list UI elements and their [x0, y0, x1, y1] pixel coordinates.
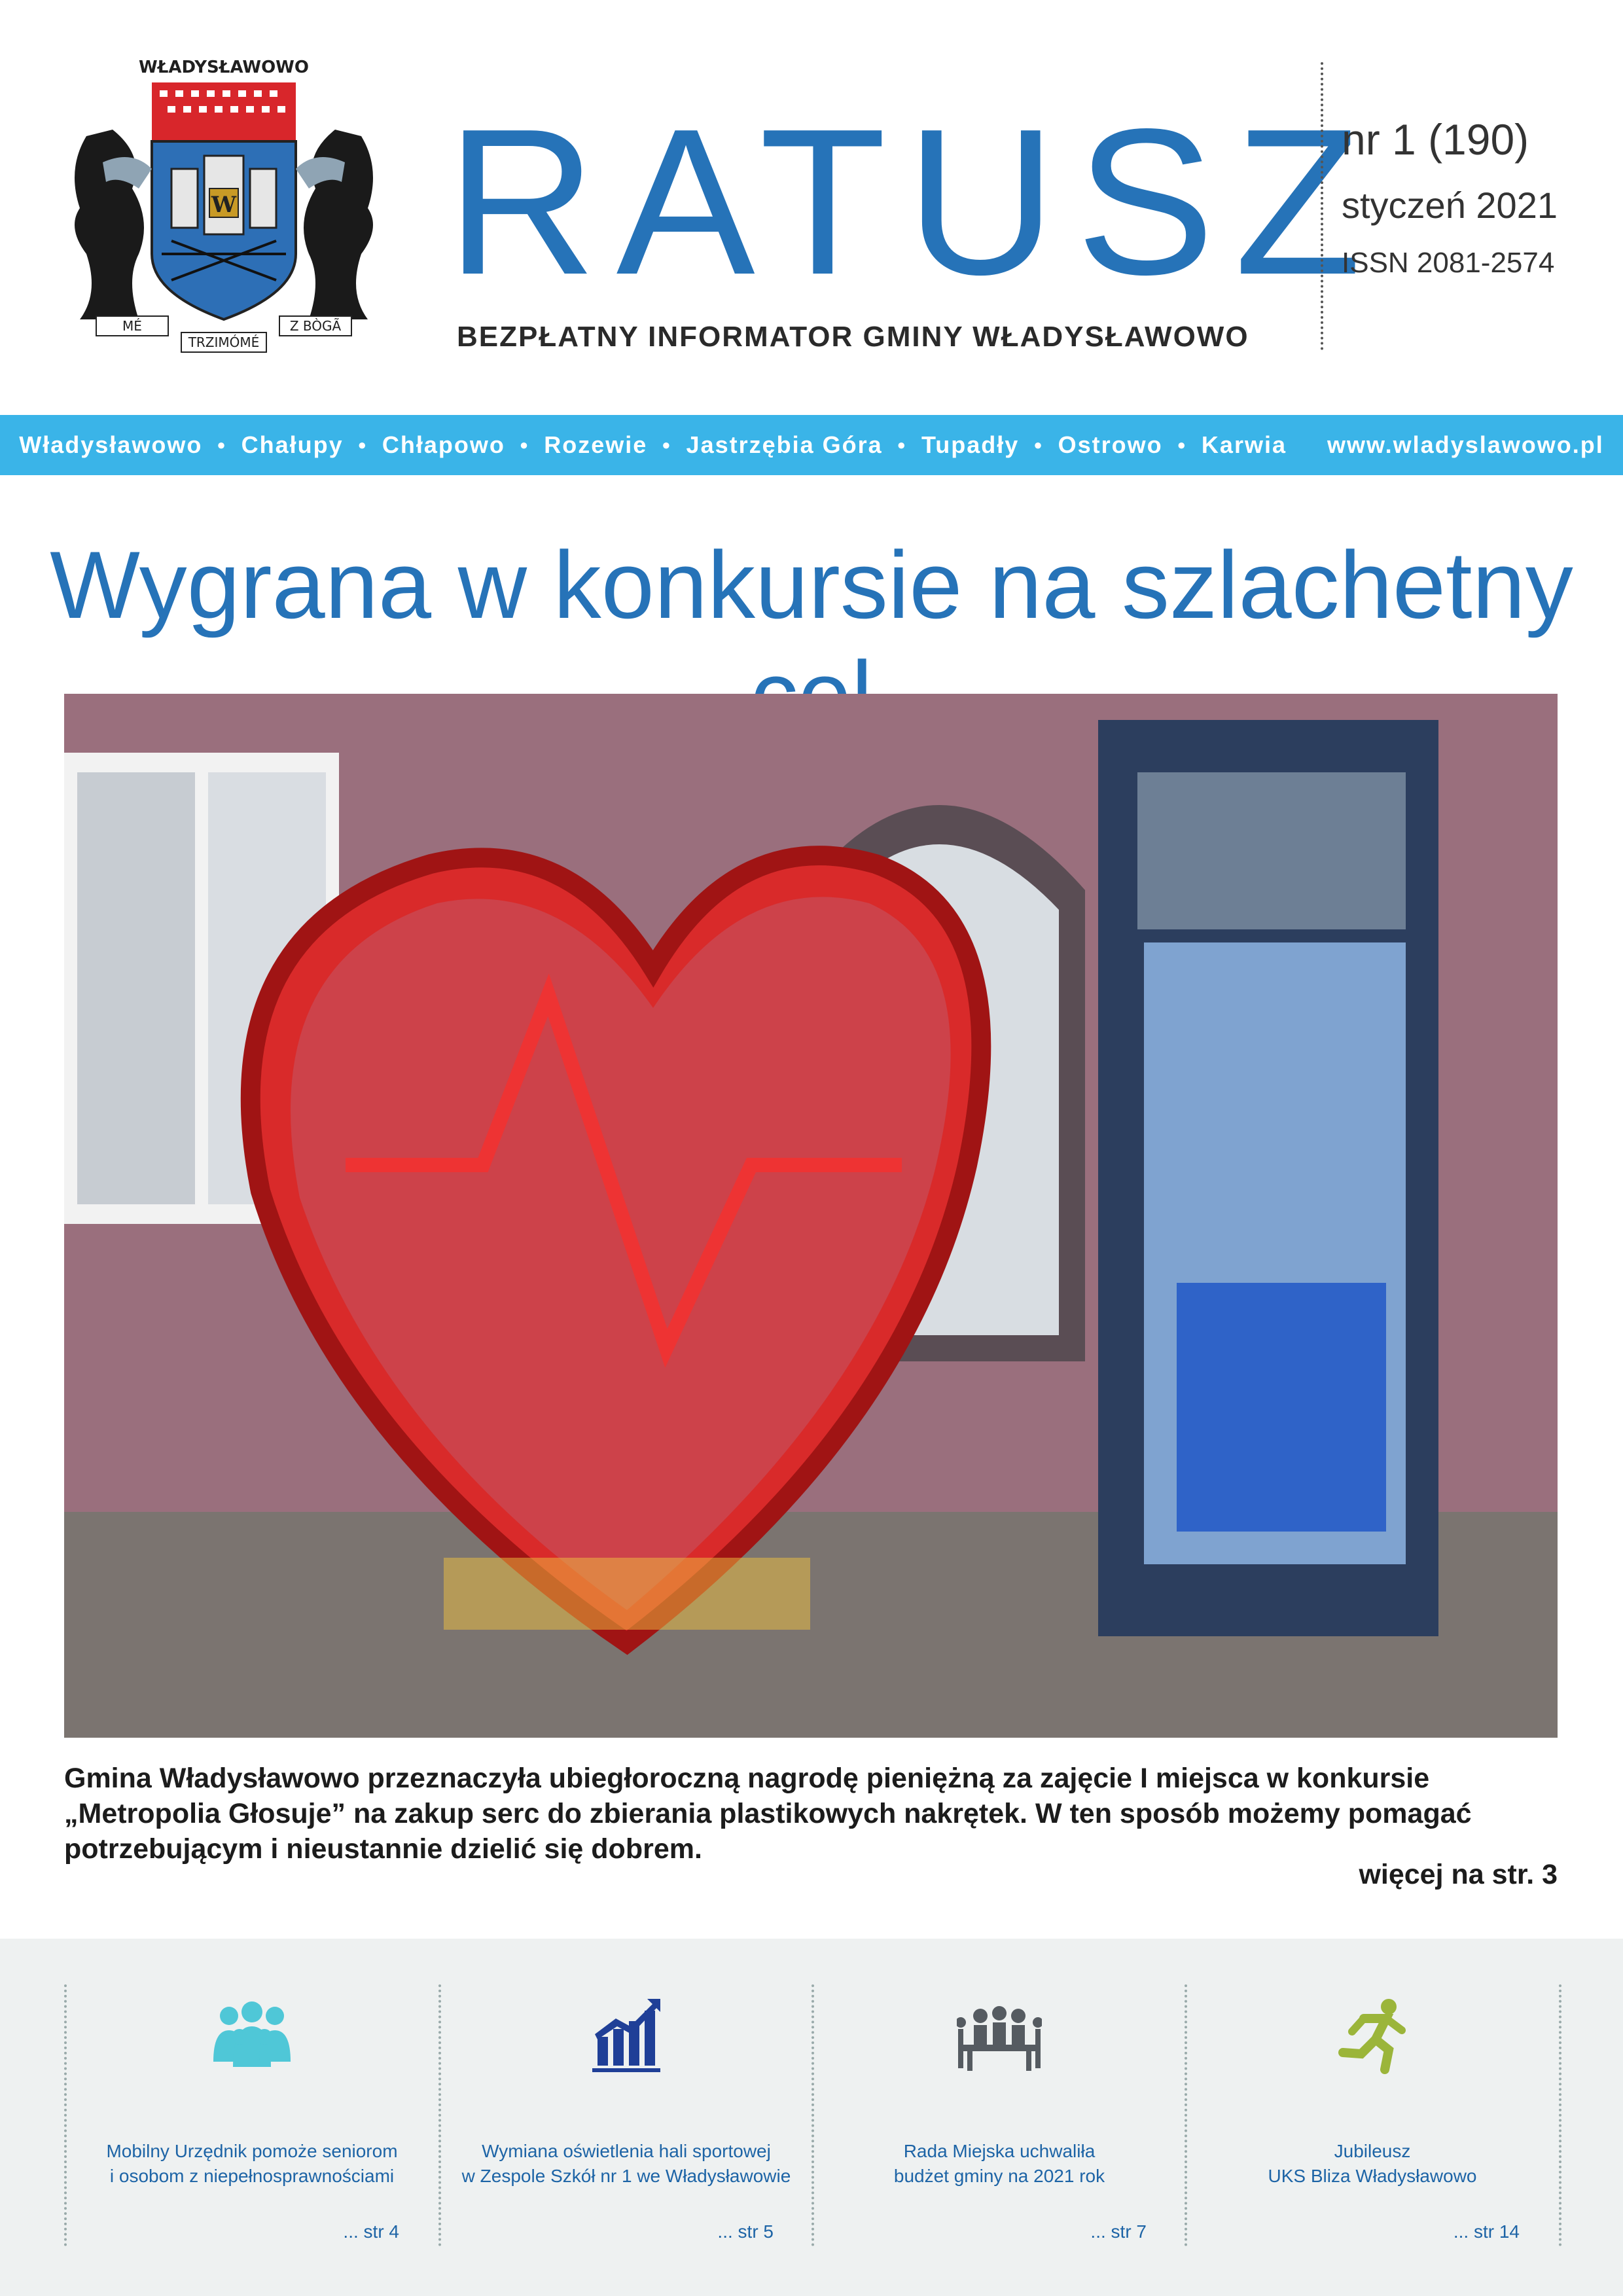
teaser-divider: [1559, 1984, 1561, 2246]
bullet-icon: ●: [217, 437, 227, 453]
locality-item: Tupadły: [921, 431, 1020, 458]
website-link[interactable]: www.wladyslawowo.pl: [1327, 431, 1604, 458]
heart-collector-photo-icon: [64, 694, 1558, 1738]
teaser-title: [440, 2139, 813, 2189]
issue-number: nr 1 (190): [1342, 115, 1529, 164]
teaser-page-ref[interactable]: ... str 5: [717, 2221, 774, 2242]
teaser-item[interactable]: [813, 1984, 1186, 2246]
teaser-item[interactable]: [440, 1984, 813, 2246]
runner-icon: [1186, 1996, 1559, 2075]
crest-name: WŁADYSŁAWOWO: [139, 58, 309, 77]
teaser-title-line: budżet gminy na 2021 rok: [893, 2166, 1105, 2186]
bar-chart-icon: [440, 1996, 813, 2075]
council-meeting-icon: [813, 1996, 1186, 2075]
crest-motto-right: Z BÒGÃ: [289, 318, 342, 334]
locality-item: Chałupy: [241, 431, 344, 458]
teaser-page-ref[interactable]: ... str 7: [1090, 2221, 1147, 2242]
issue-date: styczeń 2021: [1342, 185, 1558, 226]
masthead-title: RATUSZ: [446, 86, 1382, 318]
bullet-icon: ●: [897, 437, 907, 453]
article-lead: Gmina Władysławowo przeznaczyła ubiegłoroczną nagrodę pieniężną za zajęcie I miejsca w konkursie „Metropolia Głosuje” na zakup serc do zbierania plastikowych nakrętek. W ten sposób możemy pomagać potrzebującym i nieustannie dzielić się dobrem.: [64, 1763, 1472, 1865]
municipal-crest: [41, 58, 407, 365]
locality-item: Chłapowo: [382, 431, 505, 458]
issue-divider: [1321, 62, 1323, 350]
teaser-item[interactable]: [1186, 1984, 1559, 2246]
teaser-page-ref[interactable]: ... str 14: [1453, 2221, 1520, 2242]
bullet-icon: ●: [662, 437, 672, 453]
teaser-title: [1186, 2139, 1559, 2189]
bullet-icon: ●: [357, 437, 368, 453]
crest-motto-bottom: TRZIMÓMÉ: [188, 334, 260, 350]
teaser-title-line: UKS Bliza Władysławowo: [1268, 2166, 1477, 2186]
bullet-icon: ●: [519, 437, 530, 453]
teaser-title-line: i osobom z niepełnosprawnościami: [109, 2166, 395, 2186]
teaser-title-line: Wymiana oświetlenia hali sportowej: [482, 2141, 771, 2161]
teaser-title: [813, 2139, 1186, 2189]
bullet-icon: ●: [1033, 437, 1044, 453]
crest-motto-left: MÉ: [122, 318, 142, 334]
teaser-strip: [0, 1939, 1623, 2296]
cover-photo: [64, 694, 1558, 1738]
locality-item: Władysławowo: [19, 431, 203, 458]
locality-item: Karwia: [1201, 431, 1287, 458]
teaser-title: [65, 2139, 438, 2189]
locality-item: Ostrowo: [1058, 431, 1163, 458]
issue-info: [1342, 115, 1558, 279]
article-headline: Wygrana w konkursie na szlachetny: [50, 531, 1573, 638]
svg-text:W: W: [211, 192, 237, 218]
locality-band: [0, 415, 1623, 475]
teaser-item[interactable]: [65, 1984, 438, 2246]
crest-graphic-icon: [41, 58, 407, 365]
more-link[interactable]: więcej na str. 3: [1359, 1859, 1558, 1890]
teaser-title-line: Mobilny Urzędnik pomoże seniorom: [106, 2141, 398, 2161]
people-group-icon: [65, 1996, 438, 2075]
issue-issn: ISSN 2081-2574: [1342, 247, 1555, 279]
teaser-page-ref[interactable]: ... str 4: [343, 2221, 399, 2242]
teaser-title-line: Rada Miejska uchwaliła: [903, 2141, 1096, 2161]
teaser-title-line: Jubileusz: [1334, 2141, 1411, 2161]
teaser-title-line: w Zespole Szkół nr 1 we Władysławowie: [461, 2166, 791, 2186]
locality-item: Jastrzębia Góra: [686, 431, 883, 458]
bullet-icon: ●: [1177, 437, 1187, 453]
masthead-subtitle: BEZPŁATNY INFORMATOR GMINY WŁADYSŁAWOWO: [457, 321, 1249, 353]
locality-item: Rozewie: [544, 431, 648, 458]
